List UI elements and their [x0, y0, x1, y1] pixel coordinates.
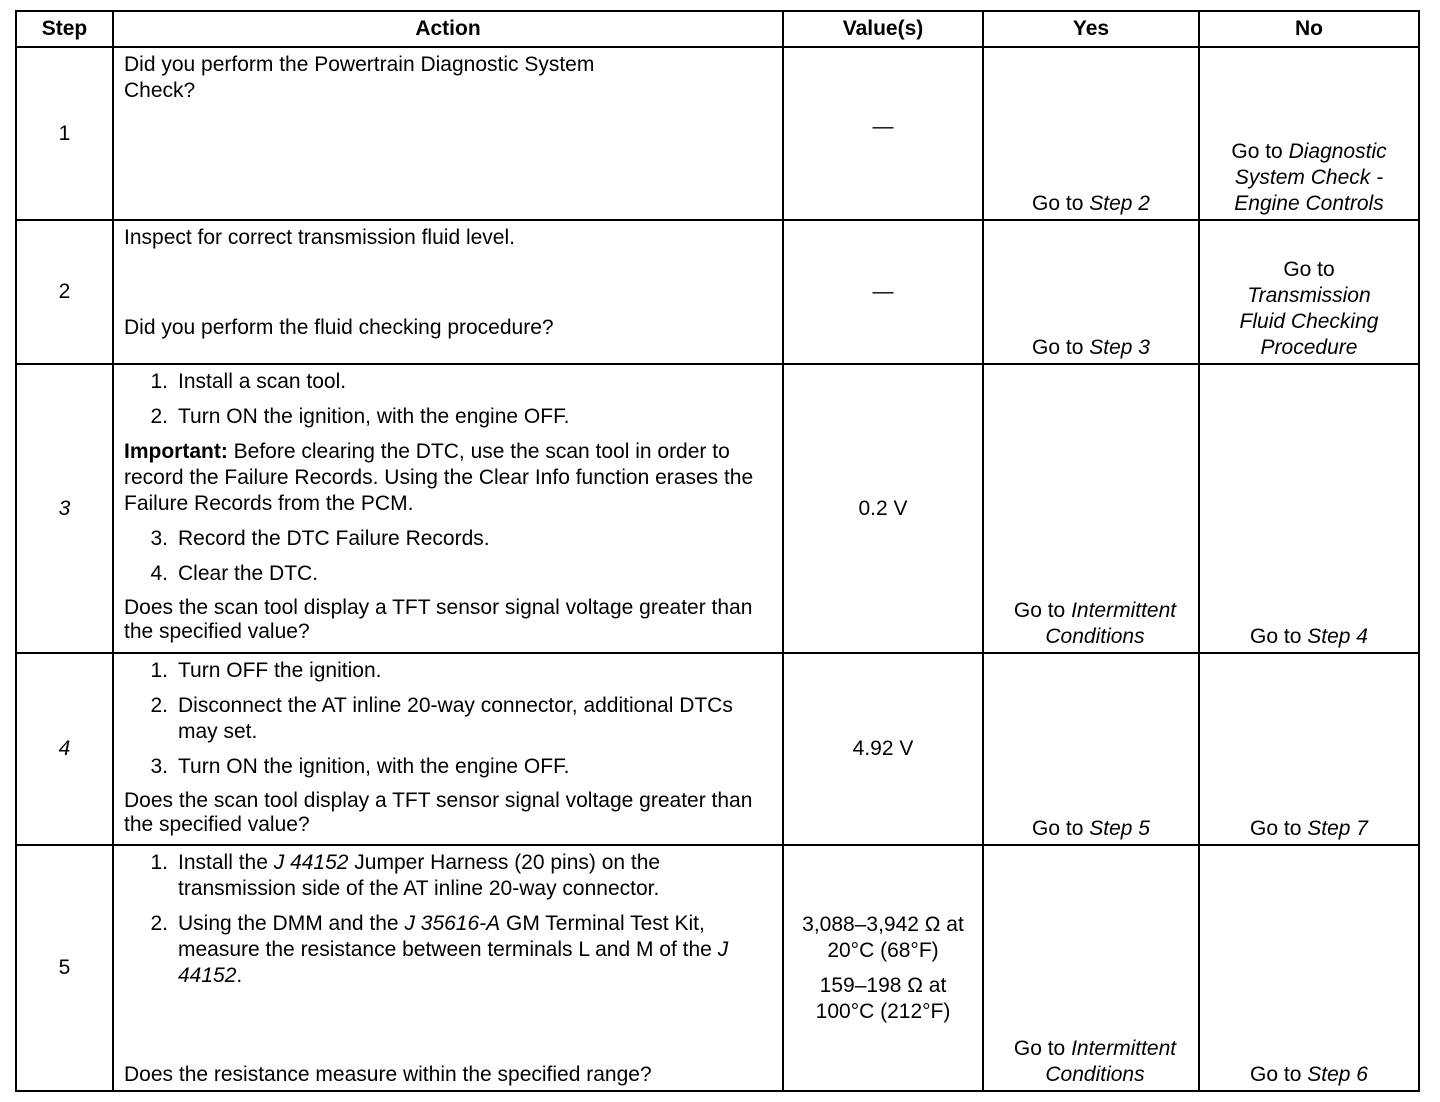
- item-text-part: Jumper Harness (20 pins) on the transmission side of the AT inline 20-way connector.: [178, 851, 661, 900]
- no-link[interactable]: Step 6: [1307, 1063, 1368, 1086]
- yes-link[interactable]: Step 5: [1089, 817, 1150, 840]
- table-row: [16, 220, 1419, 364]
- item-number: 2.: [150, 912, 168, 935]
- no-prefix: Go to: [1250, 817, 1308, 840]
- value-range-100c: 159–198 Ω at 100°C (212°F): [815, 973, 951, 1023]
- action-steps: [124, 850, 772, 998]
- action-cell: [113, 364, 783, 653]
- important-label: Important:: [124, 440, 228, 463]
- item-text: [178, 850, 772, 902]
- value-range-20c: 3,088–3,942 Ω at 20°C (68°F): [802, 912, 964, 962]
- action-question: Does the scan tool display a TFT sensor signal voltage greater than the specified value?: [124, 789, 753, 836]
- important-note: [124, 439, 772, 517]
- yes-link[interactable]: Step 2: [1089, 192, 1150, 215]
- no-prefix: Go to: [1231, 140, 1289, 163]
- item-text-part: .: [236, 964, 243, 987]
- value-cell: 0.2 V: [783, 364, 983, 653]
- action-steps: [124, 658, 772, 780]
- yes-prefix: Go to: [1013, 599, 1072, 622]
- list-item: [124, 658, 772, 684]
- item-text: Turn ON the ignition, with the engine OFF.: [178, 755, 570, 778]
- value-cell: [783, 845, 983, 1091]
- item-number: 1.: [150, 659, 168, 682]
- action-steps: [124, 369, 772, 430]
- no-prefix: Go to: [1250, 625, 1308, 648]
- action-content: [124, 850, 772, 1088]
- yes-prefix: Go to: [1032, 817, 1090, 840]
- action-question: Did you perform the fluid checking procedure?: [124, 316, 554, 339]
- yes-prefix: Go to: [1032, 192, 1090, 215]
- step-number: 2: [16, 220, 113, 364]
- item-text-part: Install the: [178, 851, 274, 874]
- list-item: [124, 561, 772, 587]
- list-item: [124, 404, 772, 430]
- action-question: Does the resistance measure within the specified range?: [124, 1063, 652, 1086]
- item-number: 3.: [150, 527, 168, 550]
- action-question: Did you perform the Powertrain Diagnostic System Check?: [124, 53, 595, 102]
- header-step: Step: [16, 11, 113, 47]
- no-link[interactable]: Step 7: [1307, 817, 1368, 840]
- table-row: [16, 364, 1419, 653]
- diagnostic-table: [15, 10, 1420, 1092]
- yes-link[interactable]: Intermittent Conditions: [1045, 599, 1177, 648]
- tool-reference: J 44152: [178, 938, 729, 987]
- no-cell: [1199, 364, 1419, 653]
- yes-prefix: Go to: [1013, 1037, 1072, 1060]
- value-cell: 4.92 V: [783, 653, 983, 845]
- yes-cell: [983, 845, 1199, 1091]
- item-number: 2.: [150, 694, 168, 717]
- header-values: Value(s): [783, 11, 983, 47]
- action-instruction: Inspect for correct transmission fluid level.: [124, 226, 515, 249]
- item-text: Turn ON the ignition, with the engine OFF.: [178, 405, 570, 428]
- header-no: No: [1199, 11, 1419, 47]
- item-number: 2.: [150, 405, 168, 428]
- table-row: [16, 653, 1419, 845]
- important-text: Before clearing the DTC, use the scan tool in order to record the Failure Records. Using the Clear Info function erases the Failure Records from the PCM.: [124, 440, 754, 515]
- item-text-part: Using the DMM and the: [178, 912, 405, 935]
- header-yes: Yes: [983, 11, 1199, 47]
- yes-link[interactable]: Intermittent Conditions: [1045, 1037, 1177, 1086]
- yes-prefix: Go to: [1032, 336, 1090, 359]
- step-number: 3: [16, 364, 113, 653]
- list-item: [124, 850, 772, 902]
- list-item: [124, 526, 772, 552]
- action-cell: [113, 653, 783, 845]
- step-number: 1: [16, 47, 113, 220]
- action-question: Does the scan tool display a TFT sensor signal voltage greater than the specified value?: [124, 596, 753, 643]
- yes-cell: [983, 653, 1199, 845]
- action-cell: [113, 47, 783, 220]
- item-text: Turn OFF the ignition.: [178, 659, 382, 682]
- step-number: 5: [16, 845, 113, 1091]
- no-cell: [1199, 653, 1419, 845]
- action-steps: [124, 526, 772, 587]
- list-item: [124, 754, 772, 780]
- table-row: [16, 845, 1419, 1091]
- tool-reference: J 35616-A: [404, 912, 501, 935]
- no-cell: [1199, 47, 1419, 220]
- no-cell: [1199, 220, 1419, 364]
- list-item: [124, 369, 772, 395]
- item-number: 1.: [150, 370, 168, 393]
- value-cell: —: [783, 47, 983, 220]
- header-row: [16, 11, 1419, 47]
- header-action: Action: [113, 11, 783, 47]
- no-cell: [1199, 845, 1419, 1091]
- no-link[interactable]: Step 4: [1307, 625, 1368, 648]
- yes-cell: [983, 220, 1199, 364]
- item-text: Record the DTC Failure Records.: [178, 527, 490, 550]
- table-row: [16, 47, 1419, 220]
- yes-link[interactable]: Step 3: [1089, 336, 1150, 359]
- item-text-part: GM Terminal Test Kit, measure the resistance between terminals L and M of the: [178, 912, 718, 961]
- no-link[interactable]: Transmission Fluid Checking Procedure: [1239, 284, 1379, 359]
- tool-reference: J 44152: [273, 851, 349, 874]
- item-number: 3.: [150, 755, 168, 778]
- action-cell: [113, 845, 783, 1091]
- no-link[interactable]: Diagnostic System Check - Engine Controls: [1234, 140, 1387, 215]
- item-text: Install a scan tool.: [178, 370, 347, 393]
- yes-cell: [983, 47, 1199, 220]
- no-prefix: Go to: [1283, 258, 1335, 281]
- item-text: Clear the DTC.: [178, 562, 319, 585]
- no-prefix: Go to: [1250, 1063, 1308, 1086]
- list-item: [124, 693, 772, 745]
- item-text: [178, 911, 772, 989]
- action-cell: [113, 220, 783, 364]
- yes-cell: [983, 364, 1199, 653]
- item-number: 1.: [150, 851, 168, 874]
- value-cell: —: [783, 220, 983, 364]
- item-number: 4.: [150, 562, 168, 585]
- item-text: Disconnect the AT inline 20-way connector, additional DTCs may set.: [178, 694, 733, 743]
- step-number: 4: [16, 653, 113, 845]
- list-item: [124, 911, 772, 989]
